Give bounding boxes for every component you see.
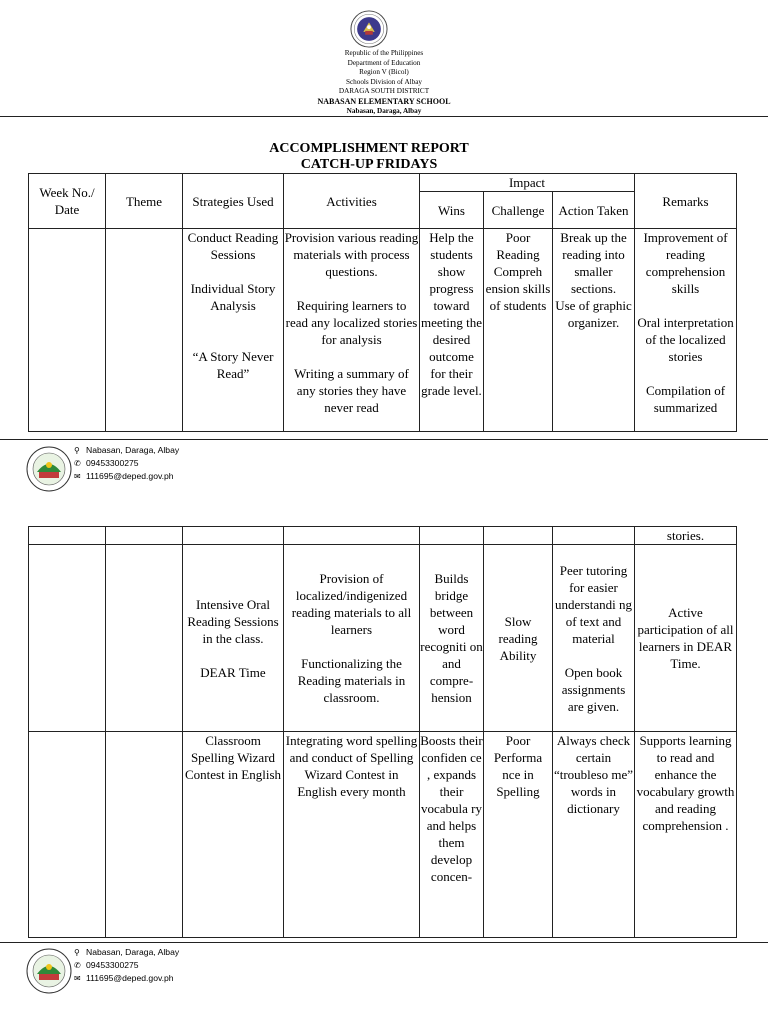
location-pin-icon: ⚲ [74,948,80,957]
cell-challenge: Slow reading Ability [484,545,553,732]
email-icon: ✉ [74,974,81,984]
cell-wins: Builds bridge between word recogniti on and compre- hension [420,545,484,732]
footer-rule [0,942,768,943]
phone-icon: ✆ [74,961,81,971]
cell-week [29,527,106,545]
cell-action [553,229,635,432]
activity-item: Requiring learners to read any localized stories for analysis [285,298,418,347]
cell-strategies [183,527,284,545]
report-subtitle: CATCH-UP FRIDAYS [300,157,438,172]
header-strategies: Strategies Used [183,174,284,229]
cell-week [29,545,106,732]
cell-theme [106,545,183,732]
cell-theme [106,527,183,545]
strategy-item: Intensive Oral Reading Sessions in the class. [187,596,279,646]
cell-activities [284,527,420,545]
cell-action: Always check certain “troubleso me” words in dictionary [553,732,635,938]
cell-challenge: Poor Reading Compreh ension skills of students [484,229,553,432]
school-name: NABASAN ELEMENTARY SCHOOL [317,96,451,106]
school-logo-icon [26,446,72,492]
cell-remarks [635,229,737,432]
cell-remarks: stories. [635,527,737,545]
cell-activities: Integrating word spelling and conduct of Spelling Wizard Contest in English every month [284,732,420,938]
table-row [29,732,737,938]
cell-remarks: Active participation of all learners in DEAR Time. [635,545,737,732]
table-row [29,527,737,545]
cell-week [29,732,106,938]
header-impact: Impact [420,174,635,192]
activity-item: Writing a summary of any stories they have never read [294,366,409,415]
header-theme: Theme [106,174,183,229]
letterhead-line: Republic of the Philippines [344,49,424,57]
report-table-page1 [28,173,737,432]
strategy-item: DEAR Time [200,664,266,680]
table-row [29,229,737,432]
email-icon: ✉ [74,472,81,482]
letterhead-line: Department of Education [347,58,421,67]
cell-action [553,527,635,545]
remarks-item: Improvement of reading comprehension skills [643,230,728,296]
remarks-item: Oral interpretation of the localized stories [637,315,734,364]
cell-challenge: Poor Performa nce in Spelling [484,732,553,938]
table-row [29,545,737,732]
school-logo-icon [26,948,72,994]
header-wins: Wins [420,192,484,229]
strategy-item: “A Story Never Read” [192,349,274,381]
phone-icon: ✆ [74,459,81,469]
letterhead-line: Region V (Bicol) [359,68,409,77]
strategy-item: Individual Story Analysis [190,281,276,313]
strategy-item: Conduct Reading Sessions [187,230,279,262]
school-address: Nabasan, Daraga, Albay [346,106,422,115]
footer-phone: 09453300275 [86,458,139,469]
header-week: Week No./ Date [29,174,106,229]
footer [26,446,326,496]
header-challenge: Challenge [484,192,553,229]
cell-theme [106,229,183,432]
letterhead [0,49,768,116]
header-activities: Activities [284,174,420,229]
cell-strategies [183,545,284,732]
footer-phone: 09453300275 [86,960,139,971]
cell-action [553,545,635,732]
report-table-page2 [28,526,737,938]
action-item: Peer tutoring for easier understandi ng of text and material [555,562,632,646]
footer-address: Nabasan, Daraga, Albay [86,947,180,957]
action-item: Open book assignments are given. [561,664,626,714]
footer-address: Nabasan, Daraga, Albay [86,445,180,455]
header-action: Action Taken [553,192,635,229]
header-rule [0,116,768,117]
footer-rule [0,439,768,440]
cell-strategies [183,229,284,432]
header-remarks: Remarks [635,174,737,229]
cell-activities [284,545,420,732]
location-pin-icon: ⚲ [74,446,80,455]
footer [26,948,326,998]
footer-email: 111695@deped.gov.ph [86,471,174,482]
activity-item: Functionalizing the Reading materials in classroom. [297,656,406,705]
footer-email: 111695@deped.gov.ph [86,973,174,984]
remarks-item: Compilation of summarized [645,383,726,415]
cell-wins [420,527,484,545]
activity-item: Provision various reading materials with process questions. [284,230,419,279]
deped-seal-icon [350,10,388,48]
action-item: Break up the reading into smaller sections. [560,230,627,296]
action-item: Use of graphic organizer. [555,298,632,330]
cell-activities [284,229,420,432]
cell-challenge [484,527,553,545]
cell-theme [106,732,183,938]
letterhead-line: DARAGA SOUTH DISTRICT [338,87,430,96]
cell-strategies: Classroom Spelling Wizard Contest in English [183,732,284,938]
cell-wins: Boosts their confiden ce , expands their vocabula ry and helps them develop concen- [420,732,484,938]
report-title: ACCOMPLISHMENT REPORT [269,141,469,156]
letterhead-line: Schools Division of Albay [345,77,423,86]
activity-item: Provision of localized/indigenized reading materials to all learners [291,571,412,637]
cell-remarks: Supports learning to read and enhance the vocabulary growth and reading comprehension . [635,732,737,938]
cell-wins: Help the students show progress toward meeting the desired outcome for their grade level. [420,229,484,432]
cell-week [29,229,106,432]
